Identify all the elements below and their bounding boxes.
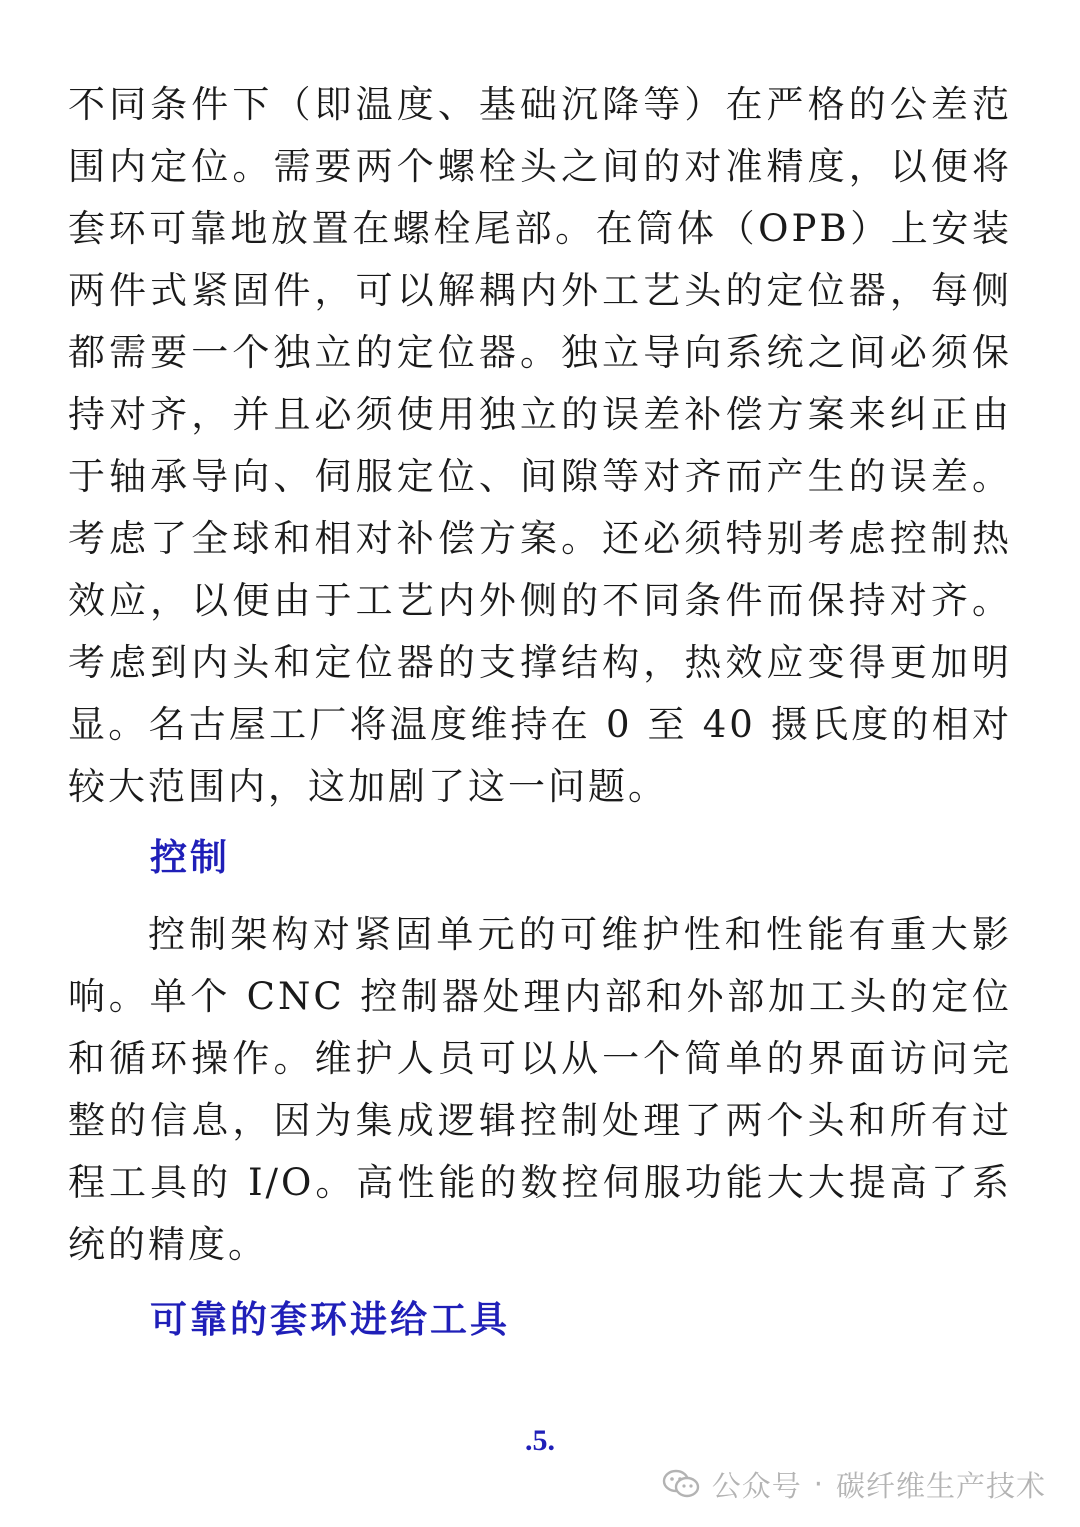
- body-paragraph-control: 控制架构对紧固单元的可维护性和性能有重大影响。单个 CNC 控制器处理内部和外部加工头的定位和循环操作。维护人员可以从一个简单的界面访问完整的信息，因为集成逻辑控制处理了两个头和所有过程工具的 I/O。高性能的数控伺服功能大大提高了系统的精度。: [68, 913, 1012, 1266]
- wechat-icon: [662, 1469, 700, 1499]
- section-heading-collar-feed-tool: 可靠的套环进给工具: [150, 1297, 510, 1341]
- body-paragraph-positioning: 不同条件下（即温度、基础沉降等）在严格的公差范围内定位。需要两个螺栓头之间的对准精度，以便将套环可靠地放置在螺栓尾部。在筒体（OPB）上安装两件式紧固件，可以解耦内外工艺头的定位器，每侧都需要一个独立的定位器。独立导向系统之间必须保持对齐，并且必须使用独立的误差补偿方案来纠正由于轴承导向、伺服定位、间隙等对齐而产生的误差。考虑了全球和相对补偿方案。还必须特别考虑控制热效应，以便由于工艺内外侧的不同条件而保持对齐。考虑到内头和定位器的支撑结构，热效应变得更加明显。名古屋工厂将温度维持在 0 至 40 摄氏度的相对较大范围内，这加剧了这一问题。: [68, 83, 1012, 808]
- wechat-watermark: [662, 1462, 1046, 1506]
- section-heading-control: 控制: [150, 835, 230, 879]
- page-number: .5.: [525, 1424, 555, 1457]
- watermark-account-name: 碳纤维生产技术: [835, 1468, 1046, 1503]
- watermark-label: 公众号: [711, 1468, 802, 1503]
- watermark-separator: ·: [813, 1467, 824, 1501]
